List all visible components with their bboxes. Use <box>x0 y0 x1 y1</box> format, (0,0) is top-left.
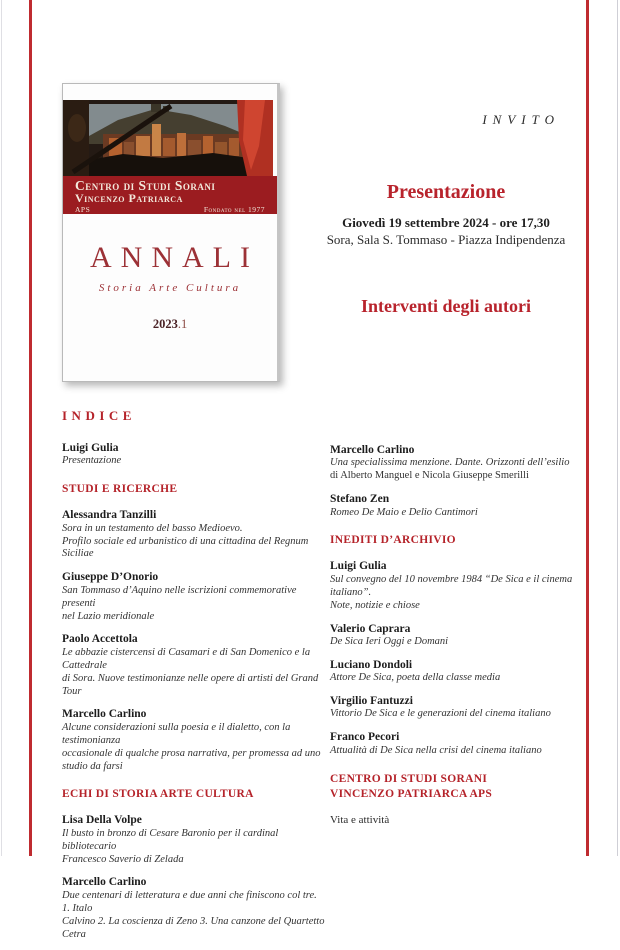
index-entry-title-line: Vittorio De Sica e le generazioni del cinema italiano <box>330 708 551 720</box>
index-entry-author: Luigi Gulia <box>62 442 119 454</box>
index-entry-title-line: Profilo sociale ed urbanistico di una cittadina del Regnum Siciliae <box>62 535 309 560</box>
book-cover <box>62 83 280 382</box>
index-entry-title-line: Una specialissima menzione. Dante. Orizzonti dell’esilio <box>330 457 570 469</box>
index-entry-title-line: Attore De Sica, poeta della classe media <box>330 672 501 684</box>
presentation-heading: Presentazione <box>386 181 506 203</box>
book-cover-top-margin <box>63 84 277 100</box>
cityscape-painting-image <box>63 100 273 176</box>
index-entry-author: Luigi Gulia <box>330 560 387 573</box>
index-section-header-line: INEDITI D’ARCHIVIO <box>330 534 456 547</box>
red-border-left <box>29 0 32 856</box>
index-plain-text: Vita e attività <box>330 813 390 826</box>
index-title: INDICE <box>62 408 136 423</box>
index-entry <box>62 570 326 623</box>
index-entry-title-line: Francesco Saverio di Zelada <box>62 853 184 865</box>
publisher-name-line2: Vincenzo Patriarca <box>75 191 183 205</box>
index-entry <box>62 707 326 773</box>
book-title: ANNALI <box>90 241 259 274</box>
book-cover-painting <box>63 100 277 176</box>
index-entry-author: Marcello Carlino <box>62 876 147 889</box>
book-edition-issue: .1 <box>177 317 188 331</box>
index-entry <box>330 492 578 519</box>
index-entry-author: Valerio Caprara <box>330 622 411 635</box>
index-entry <box>330 622 578 649</box>
book-edition-year: 2023 <box>152 317 178 331</box>
invito-label: INVITO <box>482 112 560 127</box>
index-entry-title-line: Attualità di De Sica nella crisi del cinema italiano <box>330 744 542 756</box>
index-section-header <box>330 533 578 548</box>
index-entry <box>62 441 326 468</box>
index-entry-author: Stefano Zen <box>330 493 390 506</box>
book-subtitle: Storia Arte Cultura <box>98 282 242 294</box>
index-entry <box>330 694 578 721</box>
index-column-right <box>330 443 578 826</box>
publisher-band <box>63 176 277 214</box>
index-entry-author: Virgilio Fantuzzi <box>330 695 413 708</box>
index-entry-title-line: Le abbazie cistercensi di Casamari e di San Domenico e la Cattedrale <box>62 646 311 671</box>
index-entry <box>62 632 326 698</box>
index-entry-title-line: Romeo De Maio e Delio Cantimori <box>330 506 478 518</box>
index-entry-author: Alessandra Tanzilli <box>62 509 157 522</box>
publisher-aps-label: APS <box>75 205 91 214</box>
index-entry-title-line: Il busto in bronzo di Cesare Baronio per il cardinal bibliotecario <box>62 827 279 852</box>
index-section-header <box>62 482 326 497</box>
index-entry-title-line: di Alberto Manguel e Nicola Giuseppe Smerilli <box>330 470 529 482</box>
speakers-heading: Interventi degli autori <box>361 296 531 316</box>
page-edge-left <box>1 0 2 856</box>
index-section-header-line: STUDI E RICERCHE <box>62 483 178 496</box>
index-entry-title-line: Due centenari di letteratura e due anni che finiscono col tre. 1. Italo <box>62 889 317 914</box>
index-section-header <box>62 787 326 802</box>
red-border-right <box>586 0 589 856</box>
event-date: Giovedì 19 settembre 2024 - ore 17,30 <box>342 215 550 230</box>
index-entry-title-line: Alcune considerazioni sulla poesia e il dialetto, con la testimonianza <box>62 721 291 746</box>
index-entry <box>330 559 578 612</box>
page-edge-right <box>617 0 618 856</box>
index-entry-title-line: Note, notizie e chiose <box>330 599 420 611</box>
index-entry-author: Paolo Accettola <box>62 633 138 646</box>
index-entry-author: Franco Pecori <box>330 731 400 744</box>
index-section-header-line: CENTRO DI STUDI SORANI <box>330 772 488 785</box>
index-entry-title-line: De Sica Ieri Oggi e Domani <box>330 635 449 647</box>
publisher-name-line1: Centro di Studi Sorani <box>75 178 216 193</box>
index-entry-title-line: Sora in un testamento del basso Medioevo. <box>62 522 243 534</box>
index-entry-title-line: Calvino 2. La coscienza di Zeno 3. Una canzone del Quartetto Cetra <box>62 915 325 940</box>
index-entry <box>330 730 578 757</box>
index-entry <box>62 813 326 866</box>
index-entry-author: Marcello Carlino <box>62 708 147 721</box>
index-entry-title-line: Sul convegno del 10 novembre 1984 “De Sica e il cinema italiano”. <box>330 573 573 598</box>
index-entry-title-line: occasionale di qualche prosa narrativa, per promessa ad uno studio da farsi <box>62 747 321 772</box>
index-section-header-line: ECHI DI STORIA ARTE CULTURA <box>62 788 254 801</box>
index-entry-author: Lisa Della Volpe <box>62 814 142 827</box>
index-entry-title-line: San Tommaso d’Aquino nelle iscrizioni commemorative presenti <box>62 584 297 609</box>
index-entry-author: Marcello Carlino <box>330 444 415 456</box>
index-column-left <box>62 441 326 950</box>
index-entry <box>330 658 578 685</box>
publisher-founded-label: Fondato nel 1977 <box>203 205 265 214</box>
index-entry-title-line: nel Lazio meridionale <box>62 610 155 622</box>
book-edition <box>63 317 277 332</box>
index-entry-author: Giuseppe D’Onorio <box>62 571 159 584</box>
index-entry-title-line: di Sora. Nuove testimonianze nelle opere di artisti del Grand Tour <box>62 672 319 697</box>
book-cover-body <box>63 241 277 332</box>
event-location: Sora, Sala S. Tommaso - Piazza Indipendenza <box>326 232 566 247</box>
index-entry-title-line: Presentazione <box>62 455 122 467</box>
index-entry <box>62 508 326 561</box>
index-section-header <box>330 772 578 802</box>
index-section-header-line: VINCENZO PATRIARCA APS <box>330 787 493 800</box>
index-entry <box>62 875 326 941</box>
index-entry <box>330 443 578 483</box>
index-entry-author: Luciano Dondoli <box>330 658 413 671</box>
